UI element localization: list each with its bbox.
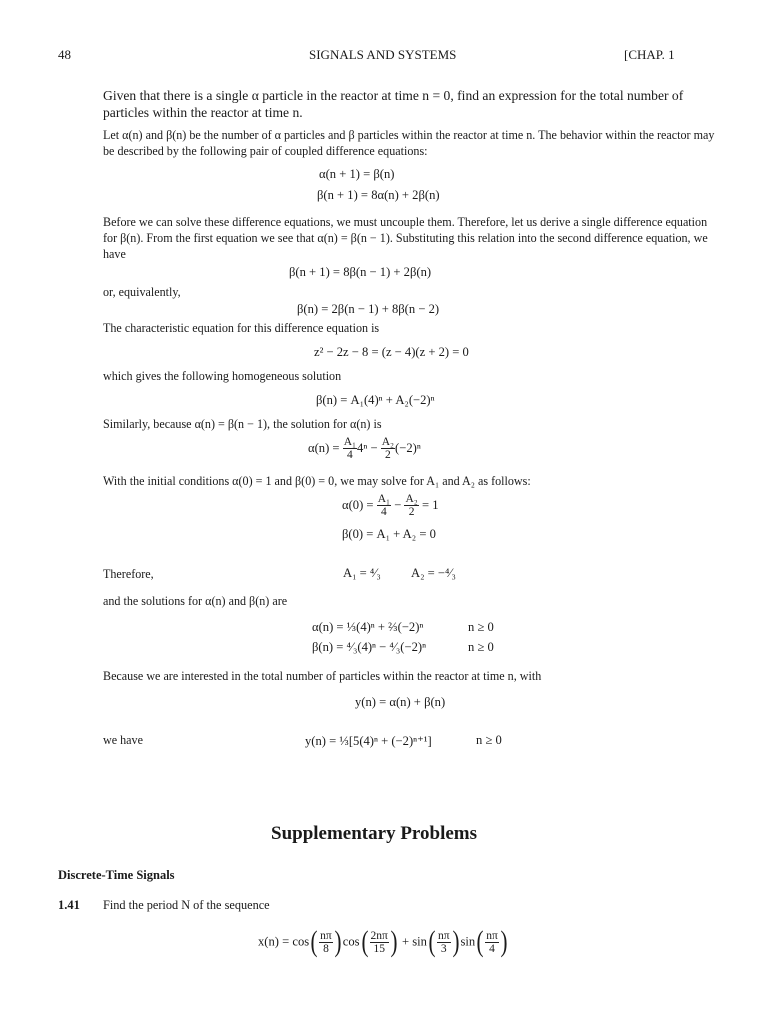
- equation-beta-recurrence: β(n + 1) = 8α(n) + 2β(n): [317, 188, 440, 202]
- equation-total-final: y(n) = ⅓[5(4)ⁿ + (−2)ⁿ⁺¹]: [305, 734, 432, 748]
- eq-f1-num: nπ: [320, 929, 332, 942]
- problem-141-text: Find the period N of the sequence: [103, 898, 270, 912]
- solution-paragraph-9: and the solutions for α(n) and β(n) are: [103, 594, 288, 608]
- eq-f2-den: 15: [373, 942, 385, 955]
- problem-statement: Given that there is a single α particle in the reactor at time n = 0, find an expression for the total number of particles within the reactor at time n.: [103, 88, 684, 120]
- running-title: SIGNALS AND SYSTEMS: [309, 47, 457, 62]
- equation-total-definition: y(n) = α(n) + β(n): [355, 695, 446, 709]
- page-number: 48: [58, 47, 71, 62]
- eq-x-lhs: x(n) = cos: [258, 934, 310, 949]
- equation-beta-substituted: β(n + 1) = 8β(n − 1) + 2β(n): [289, 265, 432, 279]
- right-paren-1: ): [334, 925, 342, 958]
- eq-plus-sin: + sin: [402, 934, 427, 949]
- solution-paragraph-5: which gives the following homogeneous solution: [103, 369, 342, 383]
- problem-number: 1.41: [58, 898, 80, 912]
- eq7-frac1-den: 4: [346, 449, 353, 461]
- solution-paragraph-7: With the initial conditions α(0) = 1 and β(0) = 0, we may solve for A₁ and A₂ as follows:: [103, 474, 531, 488]
- right-paren-2: ): [390, 925, 398, 958]
- eq-f4-num: nπ: [486, 929, 498, 942]
- eq7-frac1-num: A₁: [343, 436, 357, 448]
- eq-f1-den: 8: [323, 942, 329, 955]
- solution-paragraph-6: Similarly, because α(n) = β(n − 1), the solution for α(n) is: [103, 417, 382, 431]
- eq8-frac2-den: 2: [408, 506, 415, 518]
- equation-alpha-final: α(n) = ⅓(4)ⁿ + ⅔(−2)ⁿ: [312, 620, 424, 634]
- subsection-heading: Discrete-Time Signals: [58, 868, 175, 882]
- eq8-frac1-den: 4: [380, 506, 387, 518]
- eq7-tail: (−2)ⁿ: [395, 441, 421, 455]
- eq-f3-num: nπ: [437, 929, 450, 942]
- left-paren-4: (: [476, 925, 484, 958]
- left-paren-1: (: [310, 925, 318, 958]
- eq7-mid: 4ⁿ −: [357, 441, 378, 455]
- equation-alpha-recurrence: α(n + 1) = β(n): [319, 167, 395, 181]
- eq-f3-den: 3: [440, 942, 447, 955]
- right-paren-4: ): [500, 925, 508, 958]
- solution-paragraph-10: Because we are interested in the total number of particles within the reactor at time n, with: [103, 669, 542, 683]
- equation-period-sequence: [258, 927, 509, 957]
- equation-beta-second-order: β(n) = 2β(n − 1) + 8β(n − 2): [297, 302, 440, 316]
- equation-total-condition: n ≥ 0: [476, 733, 502, 747]
- solution-paragraph-8: Therefore,: [103, 567, 154, 581]
- eq8-frac1-num: A₁: [377, 493, 391, 505]
- eq7-lhs: α(n) =: [308, 441, 340, 455]
- solution-paragraph-1: Let α(n) and β(n) be the number of α particles and β particles within the reactor at time n. The behavior within the reactor may be described by the following pair of coupled difference equations:: [103, 128, 715, 158]
- equation-beta-condition: n ≥ 0: [468, 640, 494, 654]
- equation-a2-value: A₂ = −⁴⁄₃: [411, 566, 456, 580]
- equation-alpha-solution: [308, 436, 421, 461]
- eq8-frac2-num: A₂: [405, 493, 418, 505]
- section-heading: Supplementary Problems: [271, 823, 478, 844]
- solution-paragraph-2: Before we can solve these difference equations, we must uncouple them. Therefore, let us derive a single difference equation for β(n). From the first equation we see that α(n) = β(n − 1). Substituting this relation into the second difference equation, we have: [103, 215, 708, 261]
- eq-cos2: cos: [342, 934, 360, 949]
- eq8-rhs: = 1: [421, 498, 439, 512]
- eq-f2-num: 2nπ: [370, 929, 388, 942]
- eq7-frac2-num: A₂: [381, 436, 395, 448]
- solution-paragraph-11: we have: [103, 733, 143, 747]
- equation-alpha-condition: n ≥ 0: [468, 620, 494, 634]
- equation-initial-alpha: [342, 493, 439, 518]
- equation-beta-final: β(n) = ⁴⁄₃(4)ⁿ − ⁴⁄₃(−2)ⁿ: [312, 640, 427, 654]
- equation-characteristic: z² − 2z − 8 = (z − 4)(z + 2) = 0: [314, 345, 469, 359]
- eq8-lhs: α(0) =: [342, 498, 374, 512]
- eq-sin2: sin: [460, 934, 476, 949]
- left-paren-2: (: [361, 925, 369, 958]
- chapter-label: [CHAP. 1: [624, 47, 675, 62]
- left-paren-3: (: [428, 925, 436, 958]
- solution-paragraph-3: or, equivalently,: [103, 285, 181, 299]
- eq8-op: −: [394, 498, 402, 512]
- right-paren-3: ): [452, 925, 460, 958]
- equation-initial-beta: β(0) = A₁ + A₂ = 0: [342, 527, 436, 541]
- equation-a1-value: A₁ = ⁴⁄₃: [343, 566, 381, 580]
- solution-paragraph-4: The characteristic equation for this difference equation is: [103, 321, 380, 335]
- eq-f4-den: 4: [489, 942, 495, 955]
- eq7-frac2-den: 2: [384, 449, 391, 461]
- equation-homogeneous-solution: β(n) = A₁(4)ⁿ + A₂(−2)ⁿ: [316, 393, 435, 407]
